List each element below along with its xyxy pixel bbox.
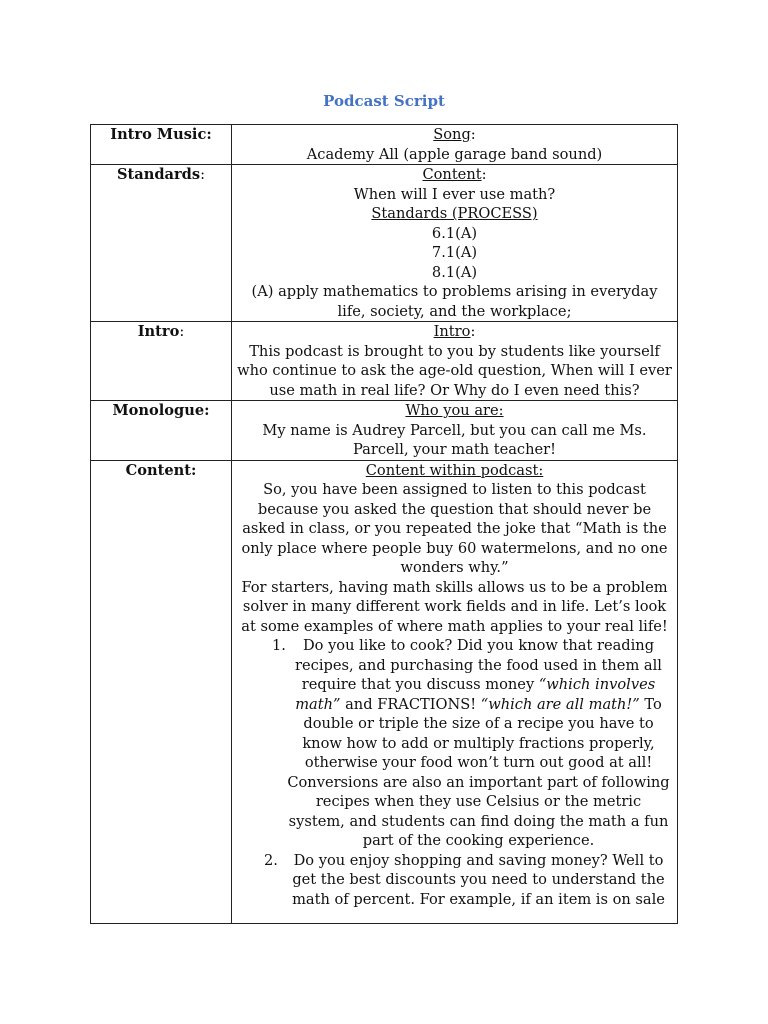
- table-row: [91, 460, 678, 923]
- list-number: 2.: [264, 851, 278, 869]
- row-label: Content:: [91, 460, 232, 923]
- table-row: [91, 125, 678, 165]
- monologue-text: My name is Audrey Parcell, but you can call me Ms. Parcell, your math teacher!: [262, 421, 647, 458]
- list-item: 1. Do you like to cook? Did you know that reading recipes, and purchasing the food used in them all require that you discuss money “which involves math” and FRACTIONS! “which are all math!” To double or triple the size of a recipe you have to know how to add or multiply fractions properly, otherwise your food won’t turn out good at all! Conversions are also an important part of following recipes when they use Celsius or the metric system, and students can find doing the math a fun part of the cooking experience.: [272, 637, 670, 849]
- standard-code: 7.1(A): [431, 244, 478, 261]
- list-item: 2. Do you enjoy shopping and saving money? Well to get the best discounts you need to understand the math of percent. For example, if an item is on sale: [264, 851, 665, 908]
- document-title: Podcast Script: [323, 92, 445, 110]
- table-row: [91, 322, 678, 401]
- song-name: Academy All (apple garage band sound): [306, 145, 603, 163]
- table-row: [91, 165, 678, 322]
- row-content: Song: Academy All (apple garage band sound): [232, 125, 678, 165]
- question-text: When will I ever use math?: [353, 185, 556, 203]
- table-row: [91, 401, 678, 461]
- list-number: 1.: [272, 637, 286, 654]
- row-content: [232, 401, 678, 461]
- content-heading: Content: [422, 166, 482, 183]
- standards-heading: Standards (PROCESS): [371, 205, 538, 222]
- content-paragraph: So, you have been assigned to listen to this podcast because you asked the question that should never be asked in class, or you repeated the joke that “Math is the only place where people buy 60 watermelons, and no one wonders why.”: [241, 481, 668, 576]
- row-label: Intro:: [91, 322, 232, 401]
- standard-code: 8.1(A): [431, 263, 478, 281]
- standard-code: 6.1(A): [431, 224, 478, 242]
- song-heading: Song: [433, 126, 471, 143]
- intro-text: This podcast is brought to you by students like yourself who continue to ask the age-old question, When will I ever use math in real life? Or Why do I even need this?: [237, 342, 672, 399]
- podcast-script-table: [90, 124, 678, 924]
- monologue-heading: Who you are:: [405, 402, 504, 419]
- content-heading: Content within podcast:: [365, 461, 544, 479]
- row-label: Standards:: [91, 165, 232, 322]
- row-label: Intro Music:: [91, 125, 232, 165]
- standard-description: (A) apply mathematics to problems arising in everyday life, society, and the workplace;: [251, 283, 658, 320]
- row-content: [232, 460, 678, 923]
- row-content: Intro: This podcast is brought to you by students like yourself who continue to ask the age-old question, When will I ever use math in real life? Or Why do I even need this?: [232, 322, 678, 401]
- content-paragraph: For starters, having math skills allows us to be a problem solver in many different work fields and in life. Let’s look at some examples of where math applies to your real life!: [241, 578, 668, 635]
- row-label: Monologue:: [91, 401, 232, 461]
- examples-list: [236, 636, 673, 909]
- intro-heading: Intro: [433, 323, 471, 340]
- row-content: Content: When will I ever use math? Standards (PROCESS) 6.1(A) 7.1(A) 8.1(A) (A) apply mathematics to problems arising in everyday life, society, and the workplace;: [232, 165, 678, 322]
